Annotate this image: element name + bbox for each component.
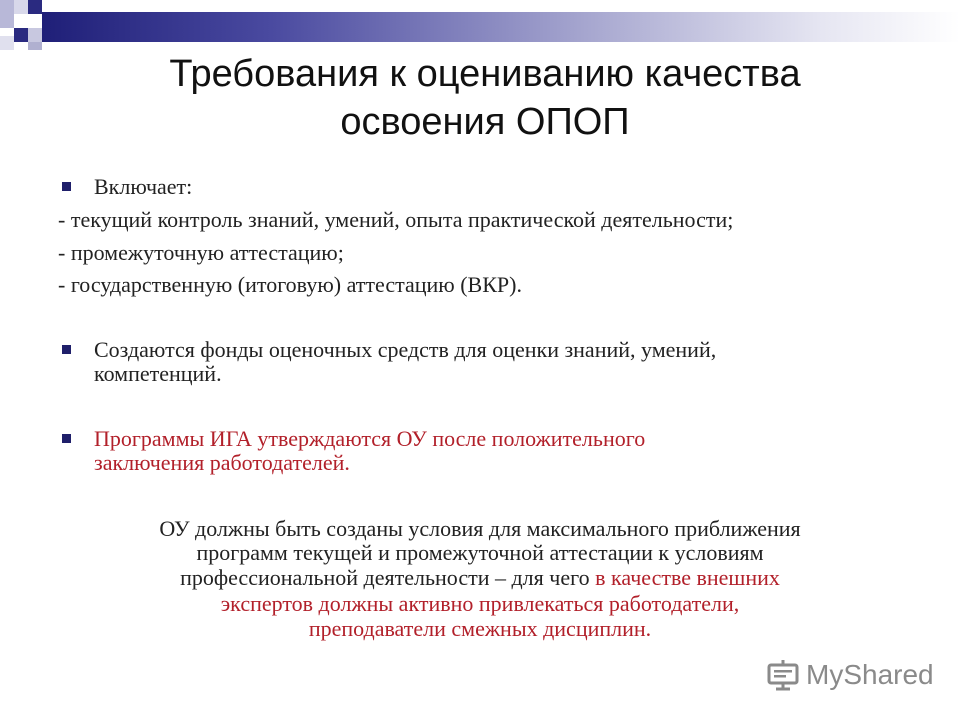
bullet-text-line: компетенций. bbox=[94, 361, 222, 386]
watermark bbox=[766, 656, 934, 694]
bullet-text-line: Создаются фонды оценочных средств для оценки знаний, умений, bbox=[94, 337, 717, 362]
bullet-square-icon bbox=[62, 434, 71, 443]
bullet-text-line-highlighted: заключения работодателей. bbox=[94, 450, 350, 475]
presentation-board-icon bbox=[766, 658, 800, 692]
header-gradient-bar bbox=[42, 12, 960, 42]
decor-square bbox=[0, 36, 14, 50]
footer-text-plain: профессиональной деятельности – для чего bbox=[180, 565, 596, 590]
list-item: - государственную (итоговую) аттестацию (ВКР). bbox=[58, 272, 522, 297]
decor-square bbox=[28, 42, 42, 50]
decor-square bbox=[14, 28, 28, 42]
footer-paragraph-line bbox=[70, 566, 890, 590]
decor-square bbox=[14, 0, 28, 14]
list-item: - промежуточную аттестацию; bbox=[58, 240, 344, 265]
slide-header-decoration bbox=[0, 0, 960, 50]
bullet-text-line-highlighted: Программы ИГА утверждаются ОУ после положительного bbox=[94, 426, 646, 451]
footer-paragraph-line-highlighted: экспертов должны активно привлекаться работодатели, bbox=[220, 591, 740, 616]
slide-title-line: освоения ОПОП bbox=[340, 101, 630, 143]
slide-title bbox=[60, 50, 910, 146]
decor-square bbox=[28, 28, 42, 42]
slide-title-line: Требования к оцениванию качества bbox=[169, 53, 801, 95]
watermark-text: MyShared bbox=[806, 659, 934, 690]
bullet-heading: Включает: bbox=[94, 174, 193, 199]
bullet-square-icon bbox=[62, 182, 71, 191]
footer-paragraph-line: ОУ должны быть созданы условия для максимального приближения bbox=[159, 516, 801, 541]
decor-square bbox=[28, 14, 42, 28]
footer-text-highlighted: в качестве внешних bbox=[595, 565, 780, 590]
decor-square bbox=[0, 0, 14, 28]
footer-paragraph-line: программ текущей и промежуточной аттестации к условиям bbox=[196, 540, 764, 565]
decor-square bbox=[28, 0, 42, 14]
list-item: - текущий контроль знаний, умений, опыта практической деятельности; bbox=[58, 207, 734, 232]
bullet-square-icon bbox=[62, 345, 71, 354]
footer-paragraph-line-highlighted: преподаватели смежных дисциплин. bbox=[308, 616, 652, 641]
